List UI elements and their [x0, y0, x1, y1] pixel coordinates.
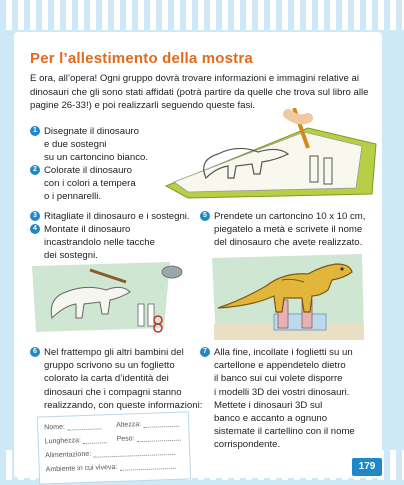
form-field-nome — [44, 421, 101, 431]
step-7-line: il banco sui cui volete disporre — [214, 373, 343, 385]
step-2-line: con i colori a tempera — [44, 178, 136, 190]
form-field-lunghezza — [45, 435, 107, 445]
top-stripe-border — [0, 0, 404, 30]
step-number-badge: 4 — [30, 224, 40, 234]
form-label: Altezza: — [116, 421, 142, 429]
step-7-line: Mettete i dinosauri 3D sul — [214, 399, 323, 411]
step-5-line: del dinosauro che avete realizzato. — [214, 237, 363, 249]
form-label: Alimentazione: — [45, 450, 92, 460]
step-number-badge: 6 — [30, 347, 40, 357]
intro-paragraph: E ora, all’opera! Ogni gruppo dovrà trovare informazioni e immagini relative ai dinosauri che gli sono stati affidati (potrà partire da quelle che trova sul libro alle pagine 26-33!) e poi realizzarli seguendo queste fasi. — [30, 73, 369, 111]
step-number-badge: 3 — [30, 211, 40, 221]
blank-line — [136, 433, 180, 443]
step-number-badge: 5 — [200, 211, 210, 221]
form-field-ambiente — [46, 461, 176, 474]
step-3 — [30, 210, 205, 223]
step-7-line: Alla fine, incollate i foglietti su un — [214, 347, 353, 358]
step-7-line: i modelli 3D dei vostri dinosauri. — [214, 386, 350, 398]
form-label: Lunghezza: — [44, 437, 82, 446]
step-7-line: sistemate il cartellino con il nome — [214, 426, 355, 438]
step-3-line: Ritagliate il dinosauro e i sostegni. — [44, 211, 190, 222]
step-2-line: Colorate il dinosauro — [44, 165, 132, 176]
step-1 — [30, 125, 150, 165]
step-7 — [200, 346, 385, 452]
step-6-line: colorato la carta d’identità dei — [44, 373, 169, 385]
form-label: Peso: — [116, 435, 135, 443]
identity-card-form — [37, 411, 191, 484]
form-field-alimentazione — [45, 447, 175, 460]
blank-line — [119, 461, 175, 471]
step-4 — [30, 223, 205, 263]
step-4-line: incastrandolo nelle tacche — [44, 237, 155, 249]
form-label: Nome: — [44, 423, 65, 432]
blank-line — [143, 419, 179, 428]
form-label: Ambiente in cui viveva: — [45, 463, 118, 474]
step-7-line: banco e accanto a ognuno — [214, 413, 328, 425]
page-number: 179 — [352, 458, 382, 476]
step-number-badge: 1 — [30, 126, 40, 136]
dinosaur-model-illustration — [212, 250, 368, 342]
blank-line — [93, 447, 175, 458]
blank-line — [83, 435, 107, 444]
step-1-line: e due sostegni — [44, 139, 107, 151]
step-number-badge: 7 — [200, 347, 210, 357]
step-4-line: Montate il dinosauro — [44, 224, 131, 235]
step-number-badge: 2 — [30, 165, 40, 175]
step-4-line: dei sostegni. — [44, 250, 98, 262]
page-title: Per l’allestimento della mostra — [30, 50, 253, 67]
step-7-line: cartellone e appendetelo dietro — [214, 360, 346, 372]
step-5-line: Prendete un cartoncino 10 x 10 cm, — [214, 211, 366, 222]
step-6-line: realizzando, con queste informazioni: — [44, 399, 203, 411]
step-6-line: dinosauri che i compagni stanno — [44, 386, 182, 398]
step-6-line: Nel frattempo gli altri bambini del — [44, 347, 184, 358]
step-1-line: su un cartoncino bianco. — [44, 152, 148, 164]
form-field-peso — [117, 433, 181, 443]
step-5 — [200, 210, 385, 250]
step-6 — [30, 346, 205, 412]
step-1-line: Disegnate il dinosauro — [44, 126, 139, 137]
step-6-line: gruppo scrivono su un foglietto — [44, 360, 175, 372]
cutout-dinosaur-illustration — [30, 262, 190, 334]
step-2 — [30, 164, 150, 204]
blank-line — [67, 421, 101, 430]
drawing-dinosaur-illustration — [158, 108, 382, 200]
step-5-line: piegatelo a metà e scrivete il nome — [214, 224, 363, 236]
step-2-line: o i pennarelli. — [44, 191, 102, 203]
step-7-line: corrispondente. — [214, 439, 281, 451]
form-field-altezza — [116, 419, 179, 429]
